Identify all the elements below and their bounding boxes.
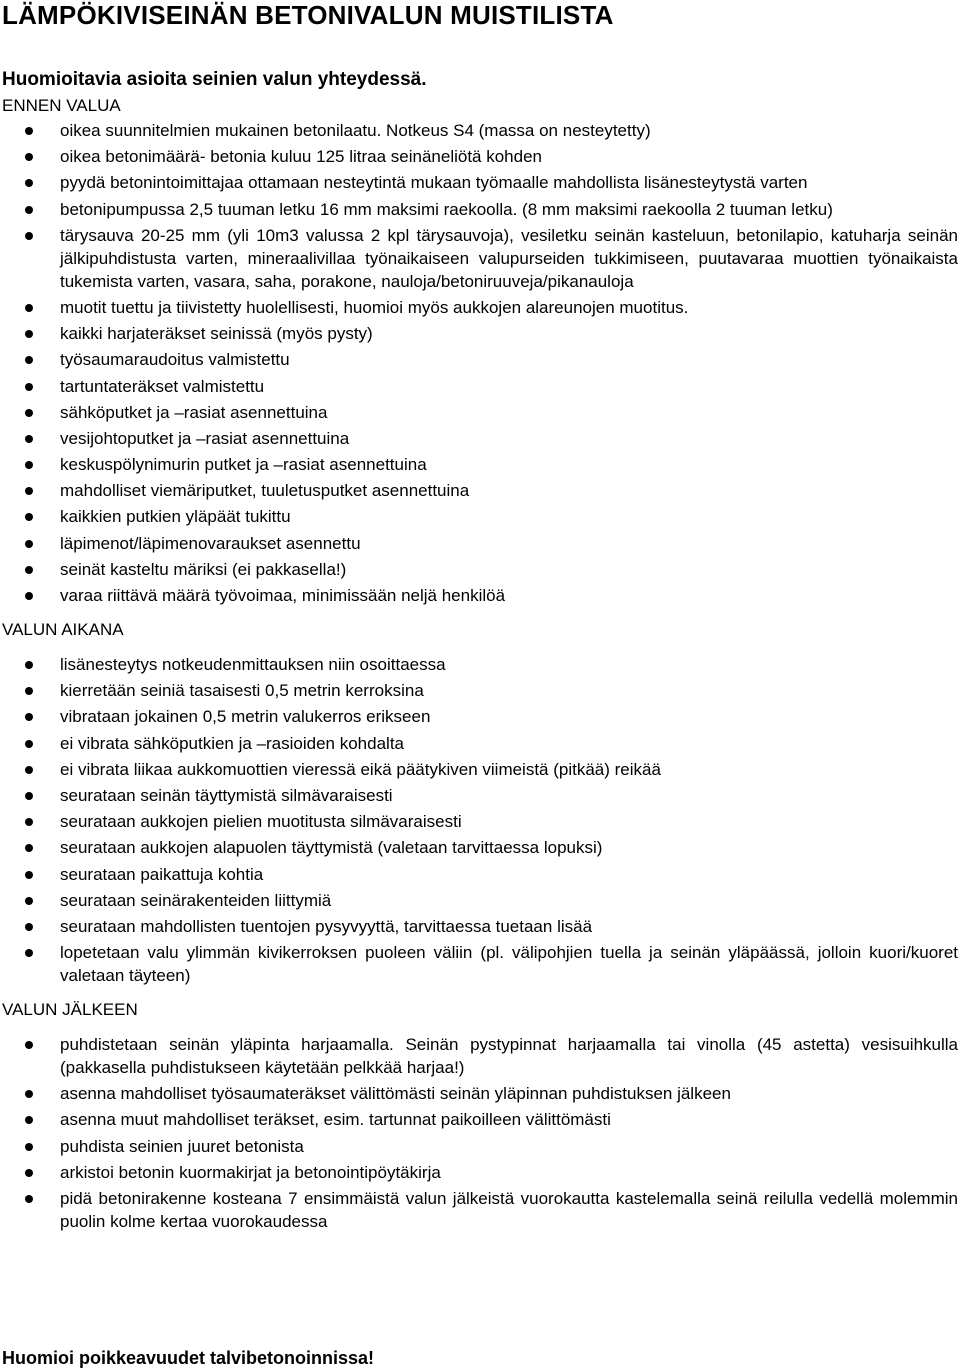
list-item xyxy=(2,427,958,450)
bullet-icon xyxy=(25,435,33,443)
list-item xyxy=(2,1082,958,1105)
list-item-text: pyydä betonintoimittajaa ottamaan nesteytintä mukaan työmaalle mahdollista lisänesteytystä varten xyxy=(60,173,808,193)
list-item-text: tärysauva 20-25 mm (yli 10m3 valussa 2 kpl tärysauvoja), vesiletku seinän kasteluun, betonilapio, katuharja seinän jälkipuhdistusta varten, mineraalivillaa työnaikaiseen valupurseiden tukkimiseen, puutavaraa muottien työnaikaista tukemista varten, vasara, saha, porakone, nauloja/betoniruuveja/pikanauloja xyxy=(60,225,958,291)
list-item xyxy=(2,453,958,476)
bullet-icon xyxy=(25,540,33,548)
list-item-text: betonipumpussa 2,5 tuuman letku 16 mm maksimi raekoolla. (8 mm maksimi raekoolla 2 tuuman letku) xyxy=(60,199,833,219)
bullet-icon xyxy=(25,179,33,187)
list-item xyxy=(2,224,958,293)
bullet-icon xyxy=(25,949,33,957)
bullet-icon xyxy=(25,897,33,905)
bullet-icon xyxy=(25,206,33,214)
section-heading: VALUN JÄLKEEN xyxy=(2,1000,138,1020)
list-item xyxy=(2,863,958,886)
list-item xyxy=(2,171,958,194)
bullet-icon xyxy=(25,1090,33,1098)
list-item xyxy=(2,375,958,398)
bullet-icon xyxy=(25,792,33,800)
list-item-text: varaa riittävä määrä työvoimaa, minimissään neljä henkilöä xyxy=(60,586,506,605)
list-item-text: ei vibrata liikaa aukkomuottien vieressä eikä päätykiven viimeistä (pitkää) reikää xyxy=(60,759,661,779)
list-item-text: sähköputket ja –rasiat asennettuina xyxy=(60,402,328,422)
bullet-icon xyxy=(25,304,33,312)
bullet-icon xyxy=(25,661,33,669)
list-item-text: seinät kasteltu märiksi (ei pakkasella!) xyxy=(60,559,347,579)
list-item-text: oikea betonimäärä- betonia kuluu 125 litraa seinäneliötä kohden xyxy=(60,147,543,167)
bullet-icon xyxy=(25,713,33,721)
bullet-icon xyxy=(25,330,33,338)
list-item xyxy=(2,1135,958,1158)
bullet-icon xyxy=(25,1169,33,1177)
list-item-text: kaikkien putkien yläpäät tukittu xyxy=(60,507,291,527)
list-item-text: keskuspölynimurin putket ja –rasiat asennettuina xyxy=(60,455,427,475)
list-item-text: kaikki harjateräkset seinissä (myös pysty) xyxy=(60,324,373,344)
bullet-icon xyxy=(25,513,33,521)
list-item-text: seurataan seinän täyttymistä silmävaraisesti xyxy=(60,785,393,805)
list-item-text: ei vibrata sähköputkien ja –rasioiden kohdalta xyxy=(60,733,405,753)
list-item-text: puhdista seinien juuret betonista xyxy=(60,1136,304,1156)
list-item-text: tartuntateräkset valmistettu xyxy=(60,376,265,396)
bullet-icon xyxy=(25,383,33,391)
list-item xyxy=(2,296,958,319)
list-item-text: oikea suunnitelmien mukainen betonilaatu. Notkeus S4 (massa on nesteytetty) xyxy=(60,121,651,140)
list-item-text: seurataan aukkojen pielien muotitusta silmävaraisesti xyxy=(60,812,462,832)
list-item xyxy=(2,889,958,912)
list-item xyxy=(2,810,958,833)
list-item-text: asenna mahdolliset työsaumateräkset välittömästi seinän yläpinnan puhdistuksen jälkeen xyxy=(60,1084,731,1104)
list-item-text: muotit tuettu ja tiivistetty huolellisesti, huomioi myös aukkojen alareunojen muotitus. xyxy=(60,297,689,317)
list-item xyxy=(2,145,958,168)
list-item xyxy=(2,401,958,424)
list-item xyxy=(2,705,958,728)
list-item-text: asenna muut mahdolliset teräkset, esim. tartunnat paikoilleen välittömästi xyxy=(60,1110,611,1130)
list-item xyxy=(2,348,958,371)
list-item xyxy=(2,941,958,987)
list-item-text: lopetetaan valu ylimmän kivikerroksen puoleen väliin (pl. välipohjien tuella ja seinän yläpäässä, jolloin kuori/kuoret valetaan täyteen) xyxy=(60,943,958,986)
list-item xyxy=(2,1187,958,1233)
section-heading: ENNEN VALUA xyxy=(2,96,121,115)
list-item-text: puhdistetaan seinän yläpinta harjaamalla. Seinän pystypinnat harjaamalla tai vinolla (45 astetta) vesisuihkulla (pakkasella puhdistukseen käytetään pelkkää harjaa!) xyxy=(60,1035,958,1078)
list-item xyxy=(2,505,958,528)
list-item xyxy=(2,784,958,807)
checklist xyxy=(2,1033,958,1233)
list-item-text: työsaumaraudoitus valmistettu xyxy=(60,350,290,370)
bullet-icon xyxy=(25,1041,33,1049)
checklist xyxy=(2,119,958,607)
document-subtitle: Huomioitavia asioita seinien valun yhteydessä. xyxy=(2,69,427,90)
list-item xyxy=(2,732,958,755)
checklist xyxy=(2,653,958,987)
list-item xyxy=(2,532,958,555)
list-item xyxy=(2,479,958,502)
bullet-icon xyxy=(25,844,33,852)
list-item-text: seurataan aukkojen alapuolen täyttymistä (valetaan tarvittaessa lopuksi) xyxy=(60,838,603,858)
bullet-icon xyxy=(25,153,33,161)
list-item-text: seurataan seinärakenteiden liittymiä xyxy=(60,890,332,910)
section-heading: VALUN AIKANA xyxy=(2,620,124,639)
bullet-icon xyxy=(25,871,33,879)
bullet-icon xyxy=(25,818,33,826)
list-item xyxy=(2,758,958,781)
list-item xyxy=(2,653,958,676)
list-item xyxy=(2,1161,958,1184)
bullet-icon xyxy=(25,461,33,469)
list-item xyxy=(2,915,958,938)
document xyxy=(2,0,958,1236)
footer-note: Huomioi poikkeavuudet talvibetonoinnissa! xyxy=(2,1348,375,1368)
list-item-text: läpimenot/läpimenovaraukset asennettu xyxy=(60,533,361,553)
bullet-icon xyxy=(25,1143,33,1151)
bullet-icon xyxy=(25,1116,33,1124)
list-item-text: seurataan mahdollisten tuentojen pysyvyyttä, tarvittaessa tuetaan lisää xyxy=(60,916,593,936)
bullet-icon xyxy=(25,766,33,774)
list-item-text: seurataan paikattuja kohtia xyxy=(60,864,264,884)
bullet-icon xyxy=(25,356,33,364)
list-item xyxy=(2,1108,958,1131)
list-item xyxy=(2,836,958,859)
list-item xyxy=(2,1033,958,1079)
list-item-text: arkistoi betonin kuormakirjat ja betonointipöytäkirja xyxy=(60,1162,441,1182)
list-item-text: kierretään seiniä tasaisesti 0,5 metrin kerroksina xyxy=(60,681,424,701)
bullet-icon xyxy=(25,566,33,574)
bullet-icon xyxy=(25,592,33,600)
bullet-icon xyxy=(25,1195,33,1203)
list-item-text: lisänesteytys notkeudenmittauksen niin osoittaessa xyxy=(60,655,446,674)
bullet-icon xyxy=(25,487,33,495)
list-item-text: vibrataan jokainen 0,5 metrin valukerros erikseen xyxy=(60,707,431,727)
list-item xyxy=(2,558,958,581)
page-title: LÄMPÖKIVISEINÄN BETONIVALUN MUISTILISTA xyxy=(2,0,614,30)
bullet-icon xyxy=(25,232,33,240)
list-item-text: mahdolliset viemäriputket, tuuletusputket asennettuina xyxy=(60,481,470,501)
list-item xyxy=(2,584,958,607)
list-item xyxy=(2,322,958,345)
list-item xyxy=(2,119,958,142)
bullet-icon xyxy=(25,740,33,748)
bullet-icon xyxy=(25,409,33,417)
checklist-sections xyxy=(2,93,958,1233)
list-item-text: vesijohtoputket ja –rasiat asennettuina xyxy=(60,428,350,448)
list-item-text: pidä betonirakenne kosteana 7 ensimmäistä valun jälkeistä vuorokautta kastelemalla seinä reilulla vedellä molemmin puolin kolme kertaa vuorokaudessa xyxy=(60,1189,958,1231)
list-item xyxy=(2,679,958,702)
bullet-icon xyxy=(25,127,33,135)
bullet-icon xyxy=(25,687,33,695)
list-item xyxy=(2,198,958,221)
bullet-icon xyxy=(25,923,33,931)
